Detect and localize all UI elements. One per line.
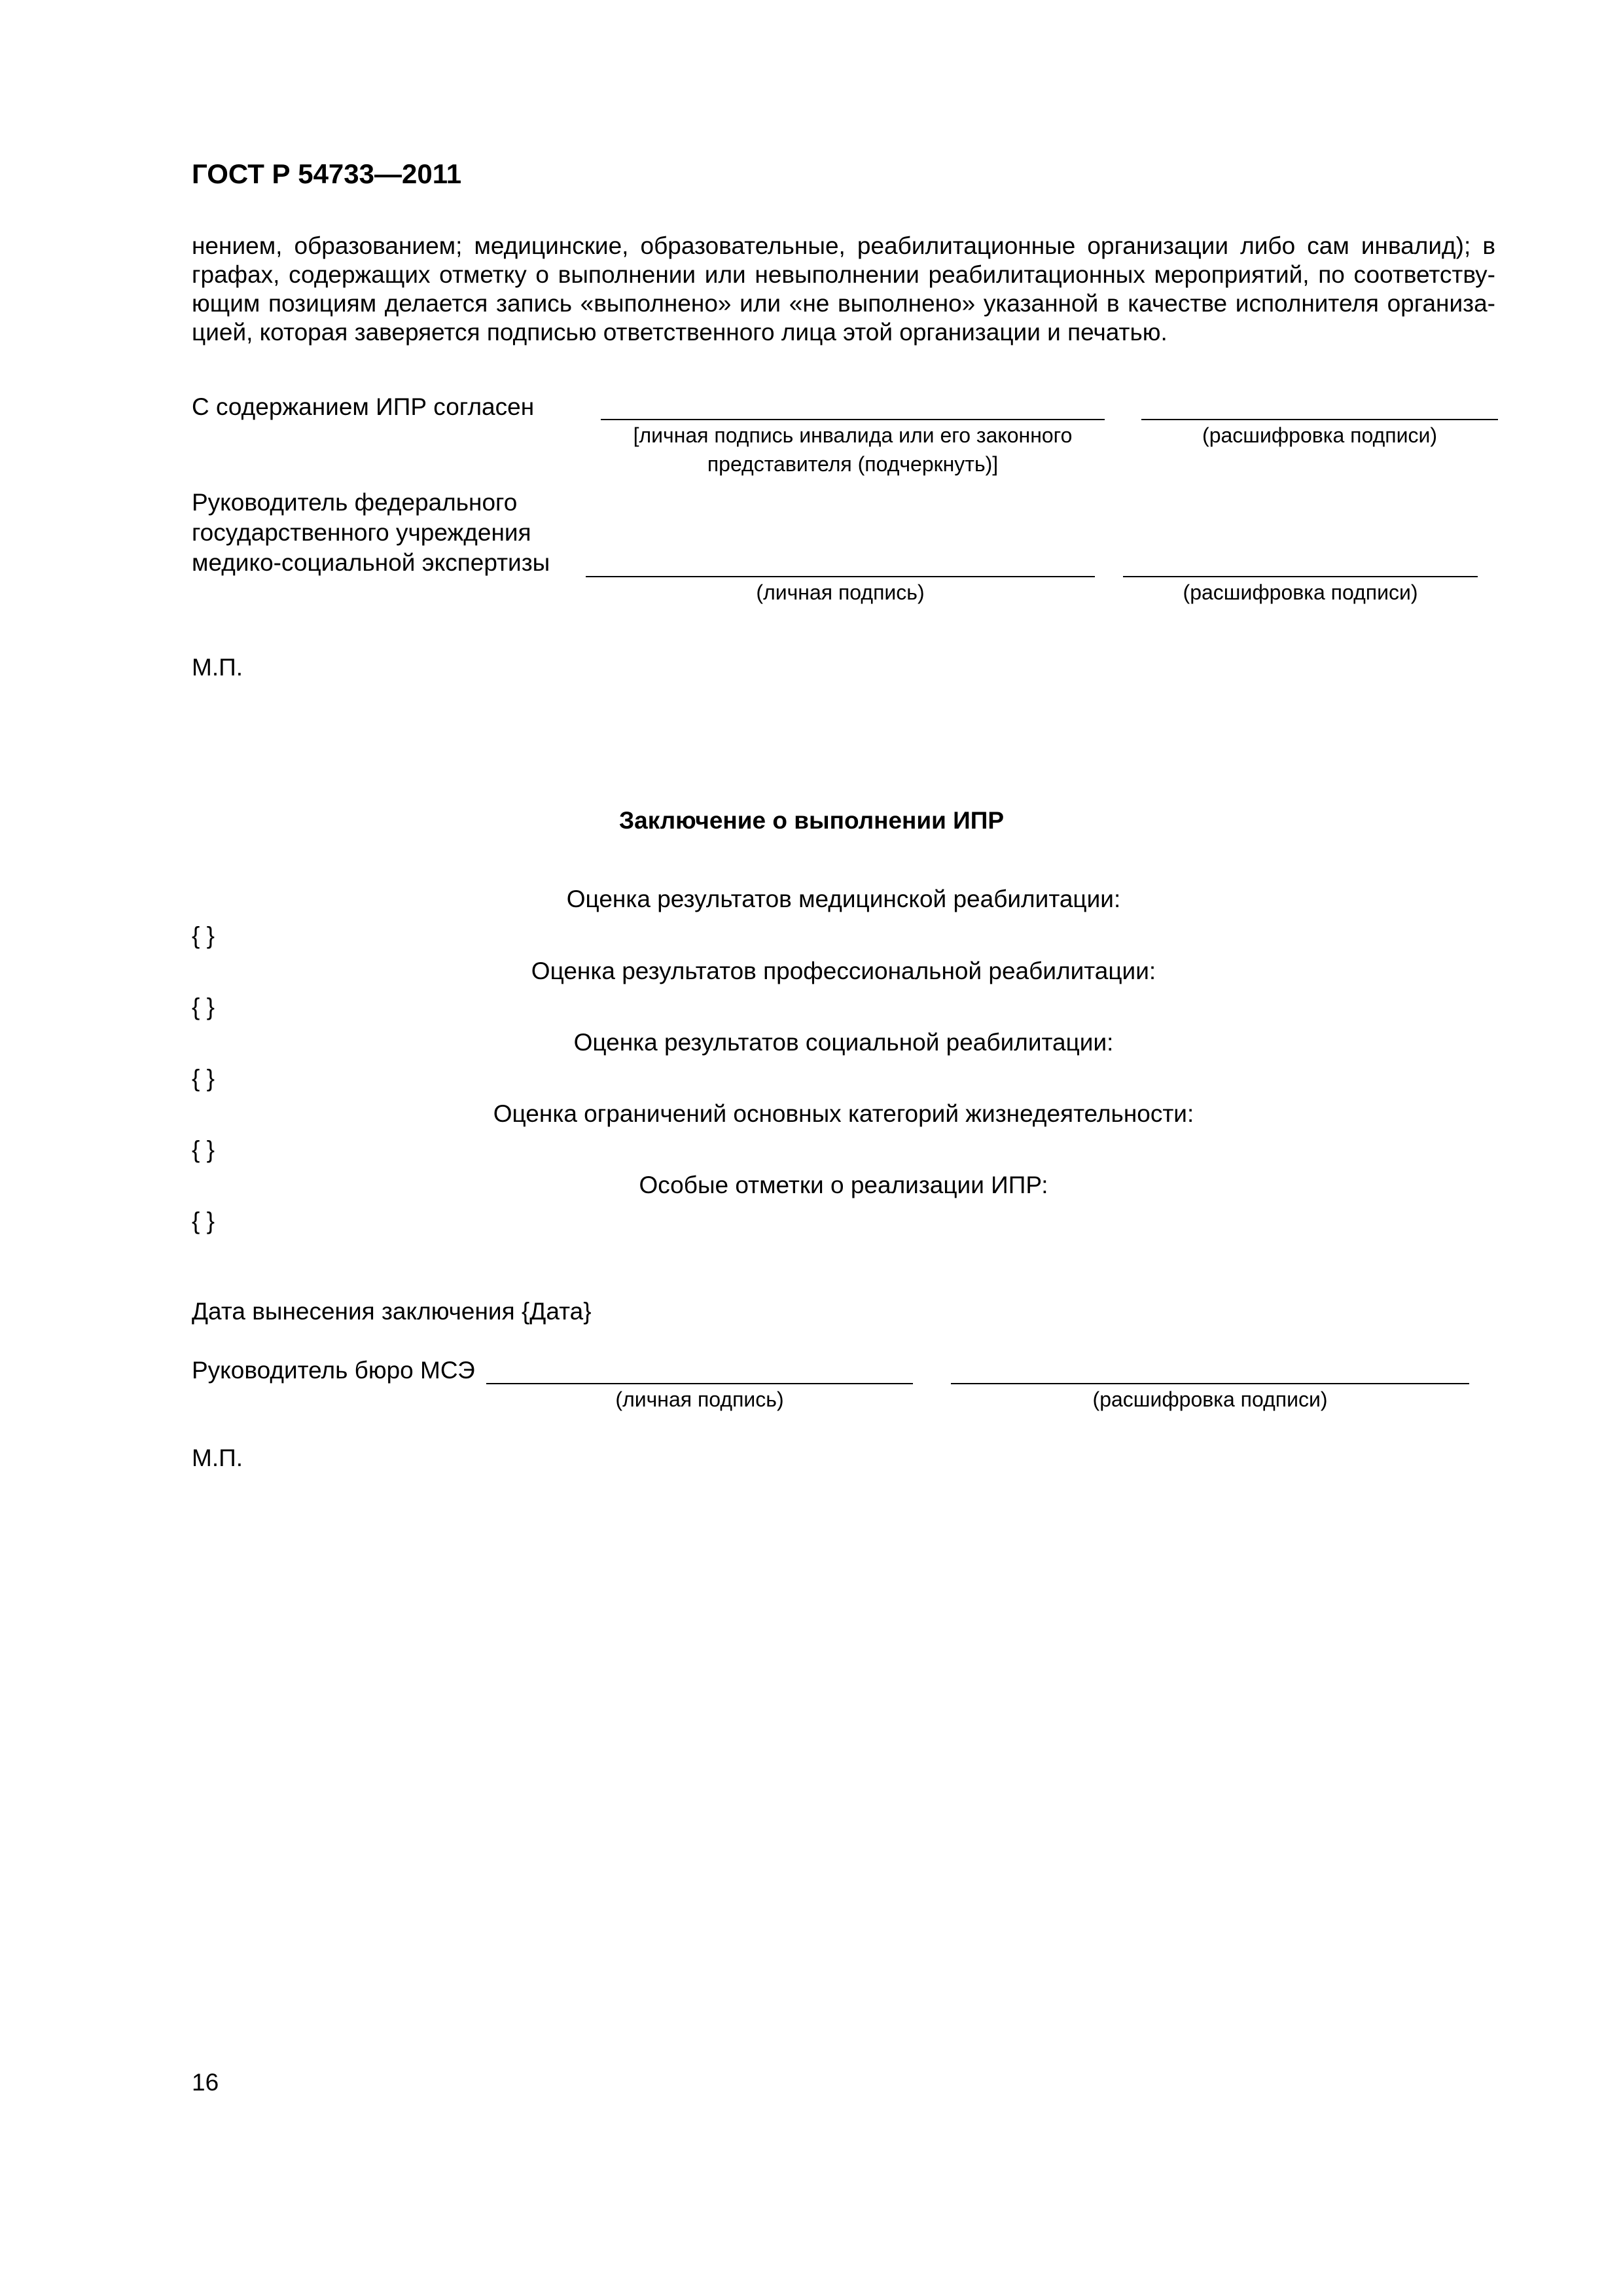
decode-line bbox=[951, 1383, 1469, 1384]
signature-line bbox=[486, 1383, 913, 1384]
bureau-head-label: Руководитель бюро МСЭ bbox=[192, 1357, 475, 1384]
signature-caption: (личная подпись) bbox=[756, 581, 925, 604]
signature-caption: представителя (подчеркнуть)] bbox=[707, 452, 999, 476]
agreement-label: С содержанием ИПР согласен bbox=[192, 393, 535, 420]
signature-line bbox=[601, 419, 1105, 420]
conclusion-date: Дата вынесения заключения {Дата} bbox=[192, 1298, 592, 1325]
signature-caption: (личная подпись) bbox=[615, 1388, 784, 1411]
decode-caption: (расшифровка подписи) bbox=[1092, 1388, 1328, 1411]
section-label-limitations: Оценка ограничений основных категорий жизнедеятельности: bbox=[493, 1100, 1194, 1127]
intro-paragraph bbox=[192, 232, 1495, 347]
head-label: Руководитель федерального bbox=[192, 489, 518, 516]
head-label: государственного учреждения bbox=[192, 519, 531, 546]
intro-line: цией, которая заверяется подписью ответственного лица этой организации и печатью. bbox=[192, 319, 1168, 346]
stamp-mark: М.П. bbox=[192, 654, 243, 681]
intro-line: нением, образованием; медицинские, образовательные, реабилитационные организации либо сам инвалид); в bbox=[192, 232, 1495, 259]
decode-caption: (расшифровка подписи) bbox=[1183, 581, 1418, 604]
section-value: { } bbox=[192, 1065, 215, 1092]
section-label-medical: Оценка результатов медицинской реабилитации: bbox=[566, 886, 1121, 912]
head-label: медико-социальной экспертизы bbox=[192, 549, 550, 576]
page-number: 16 bbox=[192, 2069, 219, 2096]
section-value: { } bbox=[192, 922, 215, 949]
decode-line bbox=[1123, 576, 1478, 577]
signature-caption: [личная подпись инвалида или его законного bbox=[633, 423, 1073, 447]
section-value: { } bbox=[192, 1208, 215, 1234]
section-value: { } bbox=[192, 1136, 215, 1163]
decode-caption: (расшифровка подписи) bbox=[1202, 423, 1437, 447]
decode-line bbox=[1141, 419, 1498, 420]
section-label-social: Оценка результатов социальной реабилитации: bbox=[573, 1029, 1114, 1056]
signature-line bbox=[586, 576, 1095, 577]
document-standard-header: ГОСТ Р 54733—2011 bbox=[192, 158, 462, 189]
intro-line: ющим позициям делается запись «выполнено» или «не выполнено» указанной в качестве исполнителя организа- bbox=[192, 290, 1495, 317]
stamp-mark: М.П. bbox=[192, 1444, 243, 1471]
intro-line: графах, содержащих отметку о выполнении или невыполнении реабилитационных мероприятий, по соответству- bbox=[192, 261, 1495, 288]
conclusion-title: Заключение о выполнении ИПР bbox=[618, 807, 1005, 834]
section-value: { } bbox=[192, 994, 215, 1020]
section-label-professional: Оценка результатов профессиональной реабилитации: bbox=[531, 958, 1156, 984]
section-label-special-notes: Особые отметки о реализации ИПР: bbox=[639, 1172, 1048, 1198]
